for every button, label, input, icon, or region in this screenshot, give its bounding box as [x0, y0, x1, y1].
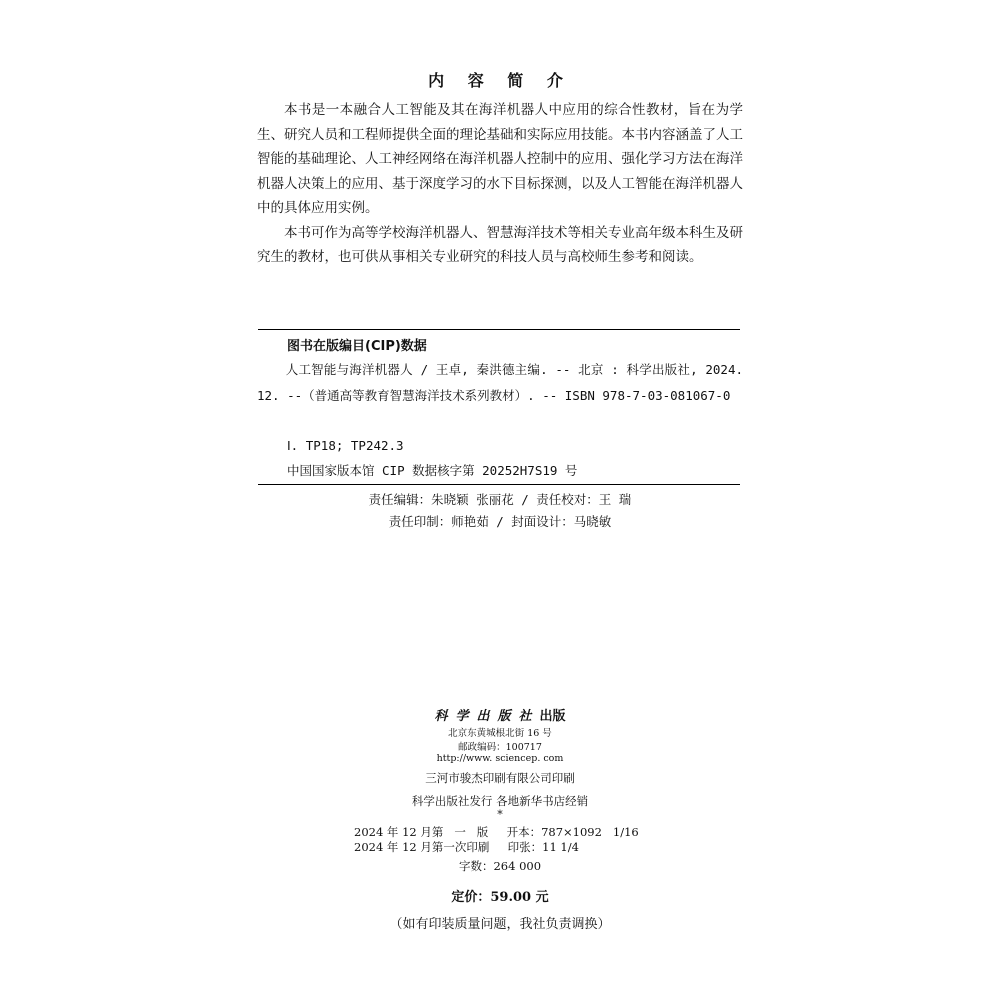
printer: 三河市骏杰印刷有限公司印刷 — [425, 771, 575, 785]
publisher-website: http://www. sciencep. com — [436, 753, 564, 764]
quality-notice: （如有印装质量问题，我社负责调换） — [389, 917, 611, 932]
publisher-suffix: 出版 — [539, 709, 566, 724]
price: 定价：59.00 元 — [451, 890, 549, 905]
editor-credits: 责任编辑：朱晓颖 张丽花 / 责任校对：王 瑞 — [368, 492, 632, 507]
cip-bottom-rule — [258, 484, 740, 485]
publisher-line — [0, 705, 1000, 724]
edition-line: 2024 年 12 月第 一 版 开本：787×1092 1/16 — [354, 825, 639, 839]
word-count: 字数：264 000 — [458, 859, 542, 873]
publisher-name: 科学出版社 — [434, 709, 540, 724]
postcode: 邮政编码：100717 — [458, 742, 542, 753]
cip-record-number: 中国国家版本馆 CIP 数据核字第 20252H7S19 号 — [287, 463, 578, 478]
printing-line: 2024 年 12 月第一次印刷 印张：11 1/4 — [354, 840, 579, 854]
cip-classification: Ⅰ. TP18; TP242.3 — [287, 438, 404, 453]
cip-top-rule — [258, 329, 740, 330]
publisher-address: 北京东黄城根北街 16 号 — [448, 728, 552, 739]
edition-info — [354, 825, 639, 855]
cip-entry: 人工智能与海洋机器人 / 王卓, 秦洪德主编. -- 北京 : 科学出版社, 2024. 12. --（普通高等教育智慧海洋技术系列教材）. -- ISBN 978-7-03-081067-0 — [257, 362, 743, 403]
introduction-paragraph: 本书可作为高等学校海洋机器人、智慧海洋技术等相关专业高年级本科生及研究生的教材，也可供从事相关专业研究的科技人员与高校师生参考和阅读。 — [257, 224, 743, 265]
introduction-title: 内 容 简 介 — [428, 71, 572, 90]
distribution: 科学出版社发行 各地新华书店经销 — [411, 794, 589, 808]
cip-heading: 图书在版编目(CIP)数据 — [287, 339, 427, 354]
introduction-paragraph: 本书是一本融合人工智能及其在海洋机器人中应用的综合性教材，旨在为学生、研究人员和工程师提供全面的理论基础和实际应用技能。本书内容涵盖了人工智能的基础理论、人工神经网络在海洋机器人控制中的应用、强化学习方法在海洋机器人决策上的应用、基于深度学习的水下目标探测，以及人工智能在海洋机器人中的具体应用实例。 — [257, 102, 743, 216]
separator-asterisk: * — [497, 808, 503, 821]
introduction-body — [257, 98, 743, 270]
production-credits: 责任印制：师艳茹 / 封面设计：马晓敏 — [388, 514, 612, 529]
